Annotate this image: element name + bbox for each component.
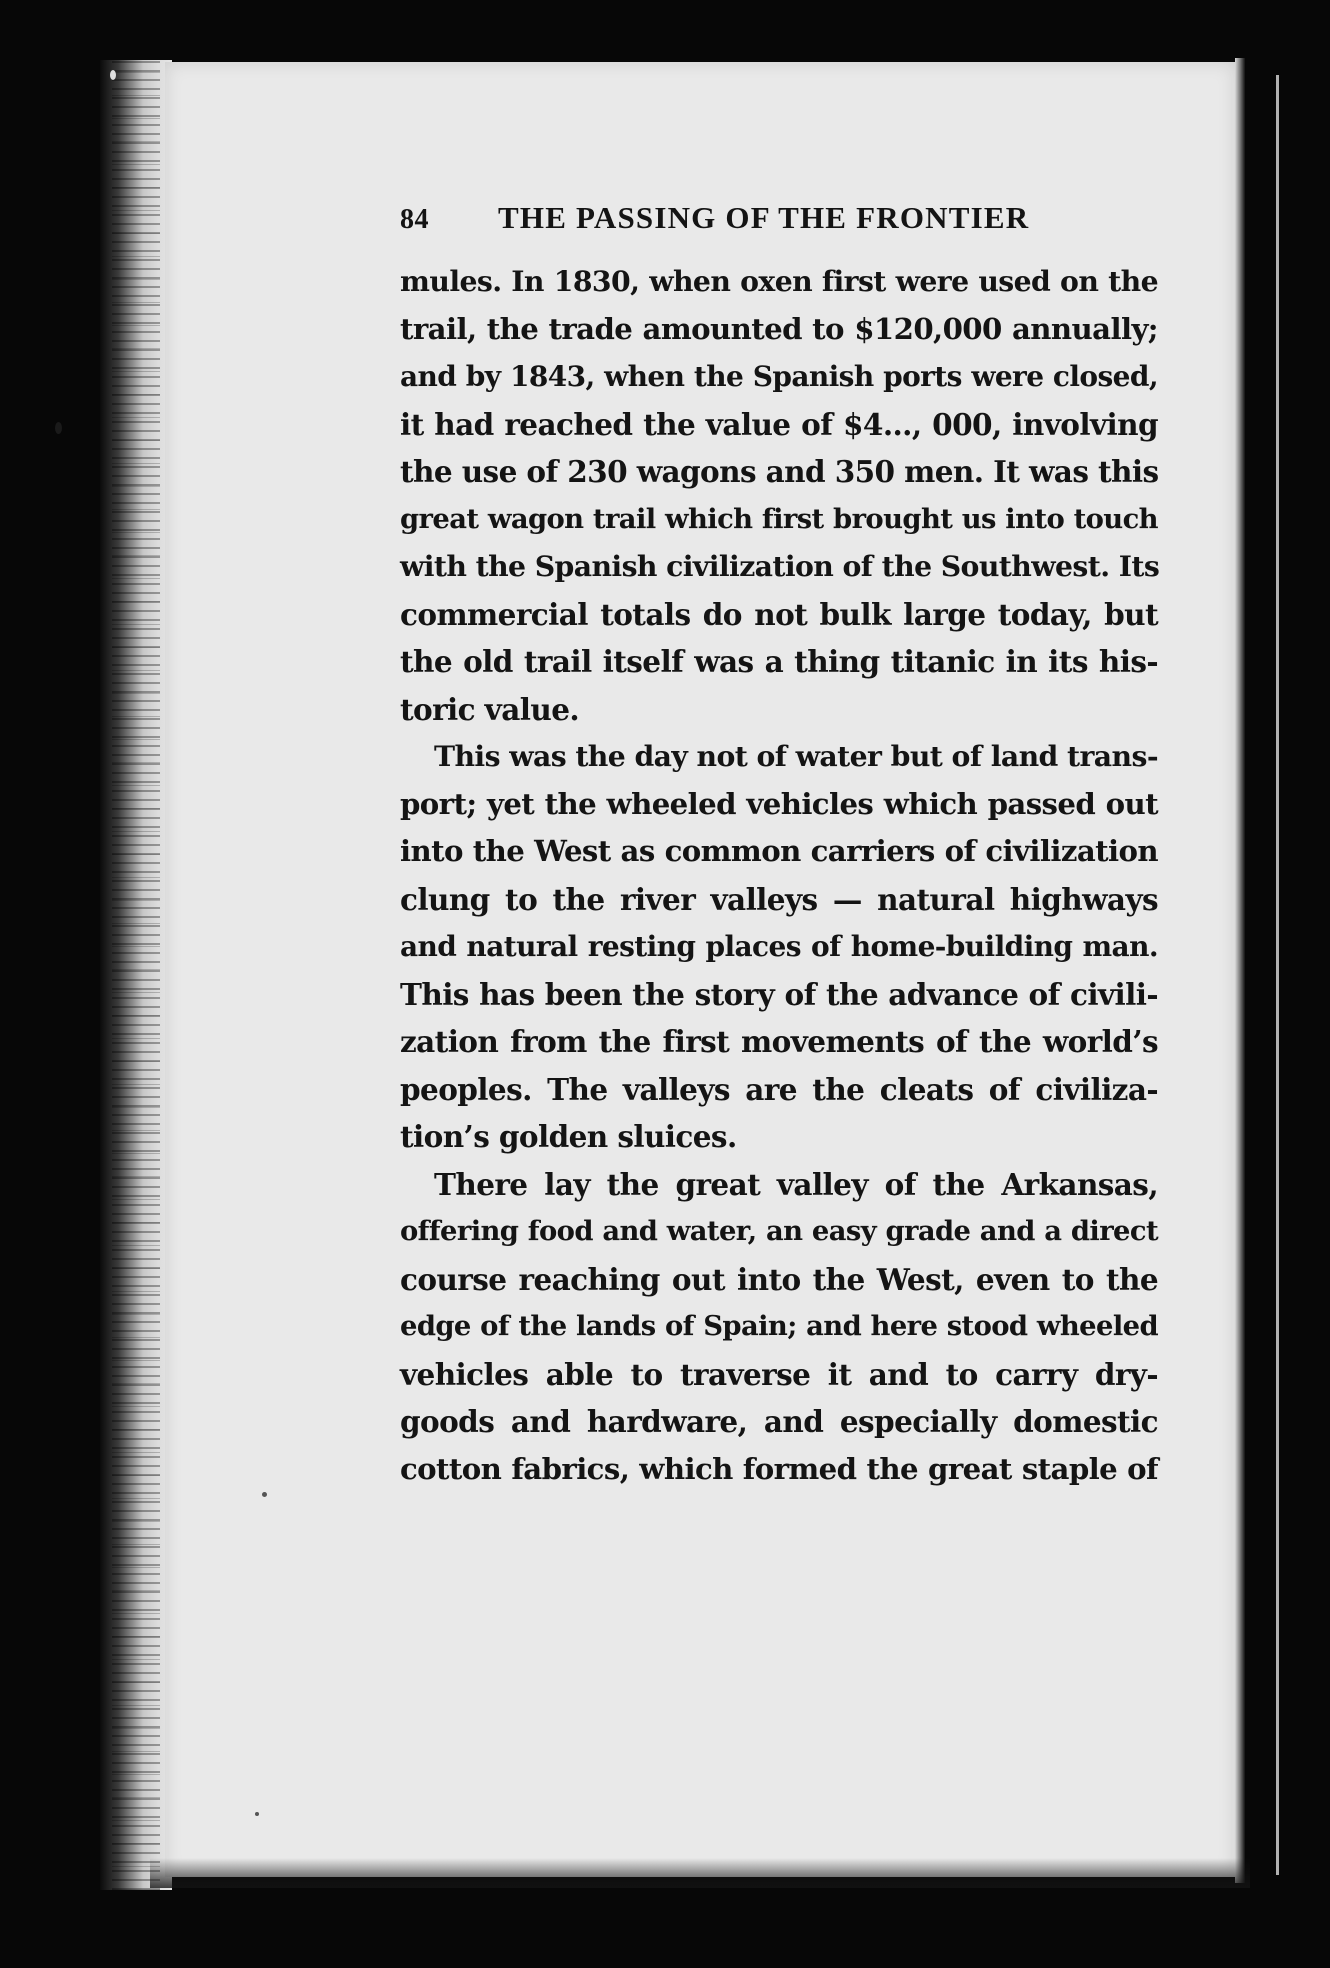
paragraph [400, 1161, 1158, 1494]
text-line: it had reached the value of $4..., 000, involving [400, 406, 1158, 442]
text-line: toric value. [400, 691, 580, 727]
text-line: into the West as common carriers of civilization [400, 834, 1158, 868]
text-line: and by 1843, when the Spanish ports were closed, [400, 360, 1158, 393]
text-line: cotton fabrics, which formed the great staple of [400, 1451, 1158, 1486]
text-line: port; yet the wheeled vehicles which passed out [400, 786, 1158, 821]
text-line: tion’s golden sluices. [400, 1119, 737, 1154]
text-line: peoples. The valleys are the cleats of civiliza- [400, 1071, 1158, 1107]
paragraph [400, 733, 1158, 1161]
text-line: course reaching out into the West, even to the [400, 1261, 1158, 1297]
text-line: offering food and water, an easy grade and a direct [400, 1215, 1158, 1247]
text-line: clung to the river valleys — natural highways [400, 881, 1158, 917]
dust-speck [110, 70, 116, 80]
text-line: commercial totals do not bulk large today, but [400, 596, 1158, 632]
page-bottom-shadow [150, 1858, 1250, 1888]
dust-speck [262, 1492, 267, 1497]
text-line: goods and hardware, and especially domestic [400, 1404, 1158, 1439]
text-line: There lay the great valley of the Arkansas, [434, 1166, 1158, 1202]
text-line: the old trail itself was a thing titanic in its his- [400, 644, 1158, 679]
text-line: This has been the story of the advance of civili- [400, 976, 1158, 1012]
page-right-edge [1235, 58, 1245, 1883]
text-line: trail, the trade amounted to $120,000 annually; [400, 311, 1158, 346]
running-head [400, 200, 1158, 252]
page-text [400, 200, 1158, 1493]
text-line: This was the day not of water but of land trans- [434, 739, 1158, 773]
text-line: and natural resting places of home-building man. [400, 930, 1158, 963]
text-line: mules. In 1830, when oxen first were used on the [400, 264, 1158, 298]
text-line: the use of 230 wagons and 350 men. It was this [400, 454, 1159, 489]
text-line: vehicles able to traverse it and to carry dry- [400, 1356, 1158, 1392]
paragraph [400, 258, 1158, 733]
dust-speck [55, 422, 62, 434]
text-line: edge of the lands of Spain; and here stood wheeled [400, 1310, 1158, 1342]
text-line: zation from the first movements of the world’s [400, 1024, 1158, 1059]
gutter-speckle [112, 60, 160, 1890]
page-number: 84 [400, 204, 429, 235]
text-line: great wagon trail which first brought us into touch [400, 502, 1158, 535]
adjacent-page-edge [1276, 75, 1279, 1875]
dust-speck [255, 1812, 259, 1816]
running-head-title: THE PASSING OF THE FRONTIER [498, 200, 1030, 235]
text-line: with the Spanish civilization of the Southwest. Its [400, 549, 1160, 583]
